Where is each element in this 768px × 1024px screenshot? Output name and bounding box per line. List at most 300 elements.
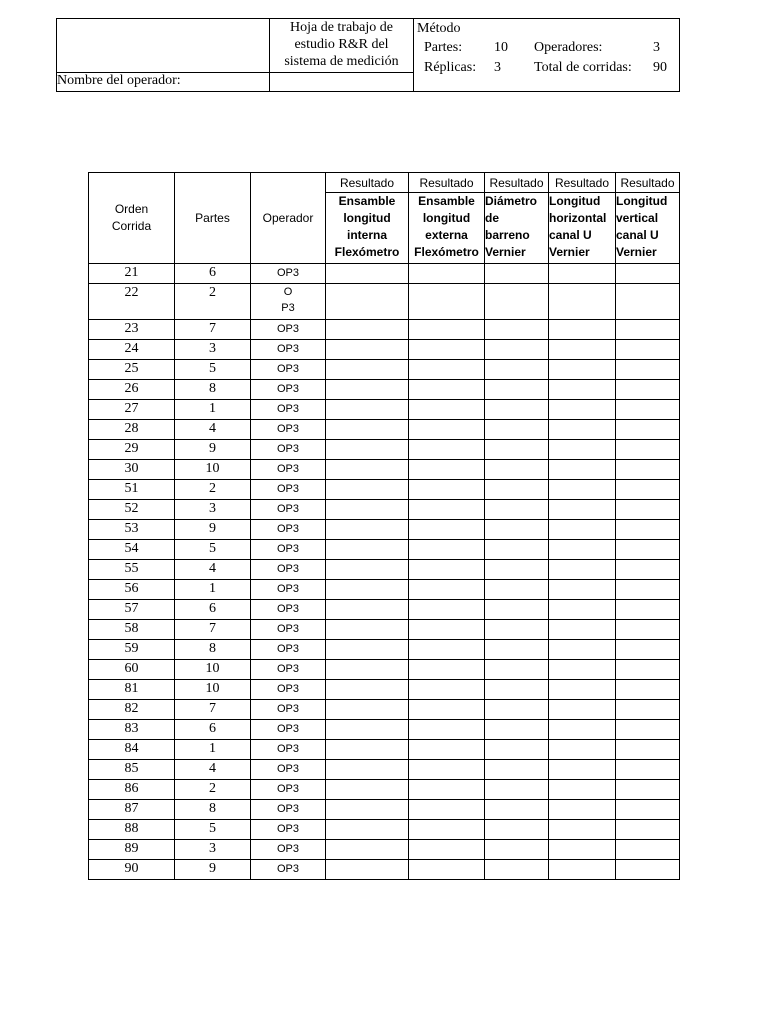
- run-order-cell: 84: [89, 740, 175, 760]
- result-entry-cell[interactable]: [616, 780, 680, 800]
- column-header-run-order: [89, 173, 175, 264]
- result-entry-cell[interactable]: [326, 580, 409, 600]
- result-entry-cell[interactable]: [549, 284, 616, 320]
- result-entry-cell[interactable]: [549, 320, 616, 340]
- result-entry-cell[interactable]: [409, 680, 485, 700]
- total-runs-label: Total de corridas:: [534, 60, 632, 75]
- run-order-cell: 30: [89, 460, 175, 480]
- result-entry-cell[interactable]: [549, 620, 616, 640]
- result-entry-cell[interactable]: [409, 600, 485, 620]
- run-order-cell: 85: [89, 760, 175, 780]
- result-entry-cell[interactable]: [326, 320, 409, 340]
- column-header-parts: Partes: [175, 173, 251, 264]
- operator-cell: OP3: [251, 540, 326, 560]
- run-order-cell: 58: [89, 620, 175, 640]
- table-row: [89, 360, 680, 380]
- part-cell: 10: [175, 460, 251, 480]
- part-cell: 9: [175, 860, 251, 880]
- result-entry-cell[interactable]: [326, 440, 409, 460]
- header-line: longitud: [343, 211, 391, 225]
- result-entry-cell[interactable]: [485, 780, 549, 800]
- part-cell: 5: [175, 360, 251, 380]
- result-entry-cell[interactable]: [616, 340, 680, 360]
- result-entry-cell[interactable]: [326, 340, 409, 360]
- operator-cell: OP3: [251, 380, 326, 400]
- run-order-cell: 22: [89, 284, 175, 320]
- result-entry-cell[interactable]: [409, 840, 485, 860]
- result-entry-cell[interactable]: [549, 800, 616, 820]
- part-cell: 4: [175, 420, 251, 440]
- title-line: Hoja de trabajo de: [289, 20, 393, 35]
- result-entry-cell[interactable]: [326, 540, 409, 560]
- result-entry-cell[interactable]: [616, 620, 680, 640]
- result-entry-cell[interactable]: [485, 840, 549, 860]
- result-entry-cell[interactable]: [409, 740, 485, 760]
- result-entry-cell[interactable]: [326, 700, 409, 720]
- operator-cell: OP3: [251, 560, 326, 580]
- result-entry-cell[interactable]: [549, 360, 616, 380]
- result-entry-cell[interactable]: [326, 720, 409, 740]
- result-entry-cell[interactable]: [549, 720, 616, 740]
- result-entry-cell[interactable]: [485, 720, 549, 740]
- part-cell: 4: [175, 760, 251, 780]
- result-entry-cell[interactable]: [616, 264, 680, 284]
- result-entry-cell[interactable]: [485, 400, 549, 420]
- result-entry-cell[interactable]: [485, 460, 549, 480]
- operator-cell: OP3: [251, 264, 326, 284]
- part-cell: 7: [175, 700, 251, 720]
- run-order-cell: 57: [89, 600, 175, 620]
- result-entry-cell[interactable]: [326, 380, 409, 400]
- result-entry-cell[interactable]: [616, 860, 680, 880]
- table-row: [89, 320, 680, 340]
- table-row: [89, 284, 680, 320]
- result-entry-cell[interactable]: [409, 640, 485, 660]
- result-entry-cell[interactable]: [549, 264, 616, 284]
- part-cell: 1: [175, 580, 251, 600]
- result-entry-cell[interactable]: [485, 440, 549, 460]
- result-entry-cell[interactable]: [616, 420, 680, 440]
- result-entry-cell[interactable]: [326, 800, 409, 820]
- operator-cell: OP3: [251, 500, 326, 520]
- result-entry-cell[interactable]: [549, 680, 616, 700]
- table-row: [89, 780, 680, 800]
- header-line: Ensamble: [418, 194, 475, 208]
- operator-cell: OP3: [251, 800, 326, 820]
- operator-cell: OP3: [251, 480, 326, 500]
- operator-cell: OP3: [251, 640, 326, 660]
- run-order-cell: 86: [89, 780, 175, 800]
- result-label: Resultado: [409, 173, 485, 193]
- result-entry-cell[interactable]: [409, 400, 485, 420]
- result-entry-cell[interactable]: [326, 284, 409, 320]
- table-row: [89, 740, 680, 760]
- title-line: estudio R&R del: [294, 37, 389, 52]
- result-entry-cell[interactable]: [485, 360, 549, 380]
- result-entry-cell[interactable]: [326, 660, 409, 680]
- result-entry-cell[interactable]: [549, 780, 616, 800]
- result-entry-cell[interactable]: [409, 800, 485, 820]
- table-row: [89, 420, 680, 440]
- result-entry-cell[interactable]: [549, 460, 616, 480]
- result-entry-cell[interactable]: [616, 360, 680, 380]
- operator-cell: OP3: [251, 860, 326, 880]
- result-entry-cell[interactable]: [549, 760, 616, 780]
- result-entry-cell[interactable]: [549, 580, 616, 600]
- part-cell: 8: [175, 640, 251, 660]
- result-entry-cell[interactable]: [485, 520, 549, 540]
- part-cell: 6: [175, 720, 251, 740]
- run-order-cell: 89: [89, 840, 175, 860]
- run-order-cell: 51: [89, 480, 175, 500]
- result-entry-cell[interactable]: [616, 540, 680, 560]
- result-entry-cell[interactable]: [409, 720, 485, 740]
- result-entry-cell[interactable]: [485, 420, 549, 440]
- result-entry-cell[interactable]: [549, 600, 616, 620]
- result-entry-cell[interactable]: [616, 520, 680, 540]
- operator-cell: OP3: [251, 620, 326, 640]
- result-entry-cell[interactable]: [326, 360, 409, 380]
- run-order-cell: 53: [89, 520, 175, 540]
- result-entry-cell[interactable]: [616, 400, 680, 420]
- result-entry-cell[interactable]: [485, 860, 549, 880]
- result-entry-cell[interactable]: [409, 760, 485, 780]
- operators-label: Operadores:: [534, 40, 603, 55]
- part-cell: 3: [175, 840, 251, 860]
- operators-value: 3: [653, 40, 660, 55]
- result-entry-cell[interactable]: [409, 540, 485, 560]
- result-entry-cell[interactable]: [326, 560, 409, 580]
- operator-cell: OP3: [251, 660, 326, 680]
- run-order-cell: 56: [89, 580, 175, 600]
- title-line: sistema de medición: [284, 54, 399, 69]
- run-order-cell: 54: [89, 540, 175, 560]
- result-entry-cell[interactable]: [409, 320, 485, 340]
- result-entry-cell[interactable]: [409, 700, 485, 720]
- operator-cell: OP3: [251, 400, 326, 420]
- header-line: interna: [346, 228, 387, 242]
- result-entry-cell[interactable]: [485, 480, 549, 500]
- run-order-cell: 52: [89, 500, 175, 520]
- result-entry-cell[interactable]: [549, 840, 616, 860]
- result-entry-cell[interactable]: [409, 460, 485, 480]
- operator-cell: OP3: [251, 420, 326, 440]
- part-cell: 3: [175, 340, 251, 360]
- table-row: [89, 600, 680, 620]
- result-entry-cell[interactable]: [616, 640, 680, 660]
- table-row: [89, 820, 680, 840]
- part-cell: 8: [175, 800, 251, 820]
- result-entry-cell[interactable]: [549, 540, 616, 560]
- result-entry-cell[interactable]: [616, 680, 680, 700]
- run-order-cell: 29: [89, 440, 175, 460]
- worksheet-title: [270, 19, 414, 73]
- run-order-cell: 25: [89, 360, 175, 380]
- result-entry-cell[interactable]: [409, 420, 485, 440]
- header-line: de: [485, 211, 500, 225]
- result-entry-cell[interactable]: [485, 800, 549, 820]
- result-entry-cell[interactable]: [485, 380, 549, 400]
- result-entry-cell[interactable]: [549, 380, 616, 400]
- part-cell: 7: [175, 320, 251, 340]
- operator-cell: OP3: [251, 580, 326, 600]
- header-blank-cell: [57, 19, 270, 73]
- operator-cell: OP3: [251, 320, 326, 340]
- result-entry-cell[interactable]: [409, 480, 485, 500]
- result-entry-cell[interactable]: [409, 284, 485, 320]
- run-order-cell: 81: [89, 680, 175, 700]
- result-entry-cell[interactable]: [549, 480, 616, 500]
- result-entry-cell[interactable]: [326, 520, 409, 540]
- part-cell: 1: [175, 740, 251, 760]
- header-line: Diámetro: [485, 194, 538, 208]
- result-entry-cell[interactable]: [485, 540, 549, 560]
- operator-cell: OP3: [251, 820, 326, 840]
- run-order-cell: 55: [89, 560, 175, 580]
- header-line: barreno: [485, 228, 530, 242]
- part-cell: 3: [175, 500, 251, 520]
- result-entry-cell[interactable]: [616, 660, 680, 680]
- result-entry-cell[interactable]: [409, 264, 485, 284]
- result-entry-cell[interactable]: [549, 820, 616, 840]
- run-order-cell: 60: [89, 660, 175, 680]
- table-row: [89, 400, 680, 420]
- run-order-cell: 26: [89, 380, 175, 400]
- header-line: Longitud: [616, 194, 668, 208]
- table-row: [89, 760, 680, 780]
- column-header-result-2: [409, 193, 485, 264]
- result-entry-cell[interactable]: [616, 720, 680, 740]
- operator-cell: OP3: [251, 340, 326, 360]
- operator-cell: OP3: [251, 680, 326, 700]
- result-entry-cell[interactable]: [616, 800, 680, 820]
- result-entry-cell[interactable]: [616, 500, 680, 520]
- header-line: vertical: [616, 211, 659, 225]
- result-entry-cell[interactable]: [409, 380, 485, 400]
- table-row: [89, 520, 680, 540]
- table-row: [89, 840, 680, 860]
- result-entry-cell[interactable]: [409, 820, 485, 840]
- table-row: [89, 860, 680, 880]
- part-cell: 4: [175, 560, 251, 580]
- run-order-cell: 21: [89, 264, 175, 284]
- result-entry-cell[interactable]: [485, 580, 549, 600]
- table-row: [89, 340, 680, 360]
- result-entry-cell[interactable]: [326, 680, 409, 700]
- operator-name-label: Nombre del operador:: [57, 73, 270, 92]
- table-row: [89, 500, 680, 520]
- parts-label: Partes:: [424, 40, 463, 55]
- result-entry-cell[interactable]: [549, 500, 616, 520]
- column-header-result-4: [549, 193, 616, 264]
- runs-table-body: [89, 264, 680, 880]
- part-cell: 10: [175, 680, 251, 700]
- result-entry-cell[interactable]: [409, 360, 485, 380]
- header-line: Orden: [114, 202, 149, 216]
- result-entry-cell[interactable]: [485, 660, 549, 680]
- table-row: [89, 720, 680, 740]
- result-entry-cell[interactable]: [409, 580, 485, 600]
- result-entry-cell[interactable]: [549, 440, 616, 460]
- column-header-result-1: [326, 193, 409, 264]
- operator-cell: OP3: [251, 780, 326, 800]
- operator-cell: OP3: [251, 440, 326, 460]
- result-entry-cell[interactable]: [409, 520, 485, 540]
- result-entry-cell[interactable]: [616, 440, 680, 460]
- operator-cell: OP3: [251, 720, 326, 740]
- result-entry-cell[interactable]: [485, 600, 549, 620]
- result-entry-cell[interactable]: [409, 660, 485, 680]
- result-entry-cell[interactable]: [549, 740, 616, 760]
- result-entry-cell[interactable]: [549, 520, 616, 540]
- result-entry-cell[interactable]: [409, 860, 485, 880]
- result-entry-cell[interactable]: [409, 340, 485, 360]
- result-entry-cell[interactable]: [616, 320, 680, 340]
- result-entry-cell[interactable]: [485, 264, 549, 284]
- result-entry-cell[interactable]: [616, 284, 680, 320]
- result-entry-cell[interactable]: [485, 620, 549, 640]
- result-entry-cell[interactable]: [549, 700, 616, 720]
- result-entry-cell[interactable]: [409, 780, 485, 800]
- header-line: externa: [425, 228, 468, 242]
- table-row: [89, 800, 680, 820]
- header-line: Flexómetro: [414, 245, 479, 259]
- result-entry-cell[interactable]: [549, 660, 616, 680]
- part-cell: 5: [175, 540, 251, 560]
- column-header-operator: Operador: [251, 173, 326, 264]
- part-cell: 9: [175, 440, 251, 460]
- result-entry-cell[interactable]: [326, 840, 409, 860]
- table-row: [89, 640, 680, 660]
- operator-cell: OP3: [251, 360, 326, 380]
- table-row: [89, 264, 680, 284]
- run-order-cell: 87: [89, 800, 175, 820]
- result-entry-cell[interactable]: [326, 860, 409, 880]
- result-entry-cell[interactable]: [326, 264, 409, 284]
- header-line: Longitud: [549, 194, 601, 208]
- result-entry-cell[interactable]: [549, 860, 616, 880]
- result-entry-cell[interactable]: [409, 620, 485, 640]
- result-entry-cell[interactable]: [485, 740, 549, 760]
- replicas-value: 3: [494, 60, 501, 75]
- result-entry-cell[interactable]: [485, 284, 549, 320]
- result-entry-cell[interactable]: [485, 680, 549, 700]
- column-header-result-5: [616, 193, 680, 264]
- table-row: [89, 540, 680, 560]
- result-entry-cell[interactable]: [326, 400, 409, 420]
- result-entry-cell[interactable]: [616, 460, 680, 480]
- result-entry-cell[interactable]: [409, 560, 485, 580]
- result-entry-cell[interactable]: [485, 640, 549, 660]
- table-row: [89, 440, 680, 460]
- header-line: Flexómetro: [334, 245, 400, 259]
- result-entry-cell[interactable]: [326, 500, 409, 520]
- result-entry-cell[interactable]: [616, 840, 680, 860]
- result-entry-cell[interactable]: [409, 440, 485, 460]
- result-label: Resultado: [616, 173, 680, 193]
- result-entry-cell[interactable]: [549, 640, 616, 660]
- part-cell: 9: [175, 520, 251, 540]
- result-entry-cell[interactable]: [326, 640, 409, 660]
- run-order-cell: 27: [89, 400, 175, 420]
- result-entry-cell[interactable]: [616, 480, 680, 500]
- method-label: Método: [417, 21, 461, 36]
- result-entry-cell[interactable]: [616, 560, 680, 580]
- operator-name-field[interactable]: [270, 73, 414, 92]
- result-entry-cell[interactable]: [616, 820, 680, 840]
- result-entry-cell[interactable]: [326, 760, 409, 780]
- part-cell: 2: [175, 480, 251, 500]
- parts-value: 10: [494, 40, 508, 55]
- result-entry-cell[interactable]: [485, 500, 549, 520]
- header-line: canal U: [616, 228, 659, 242]
- result-entry-cell[interactable]: [409, 500, 485, 520]
- result-entry-cell[interactable]: [326, 480, 409, 500]
- result-entry-cell[interactable]: [549, 560, 616, 580]
- operator-cell: OP3: [251, 700, 326, 720]
- result-entry-cell[interactable]: [326, 620, 409, 640]
- result-entry-cell[interactable]: [549, 340, 616, 360]
- result-entry-cell[interactable]: [326, 820, 409, 840]
- run-order-cell: 24: [89, 340, 175, 360]
- table-row: [89, 580, 680, 600]
- result-entry-cell[interactable]: [616, 760, 680, 780]
- result-entry-cell[interactable]: [485, 760, 549, 780]
- result-entry-cell[interactable]: [326, 460, 409, 480]
- header-line: Corrida: [111, 219, 152, 233]
- run-order-cell: 90: [89, 860, 175, 880]
- total-runs-value: 90: [653, 60, 667, 75]
- table-row: [89, 480, 680, 500]
- operator-cell: OP3: [251, 760, 326, 780]
- result-entry-cell[interactable]: [485, 320, 549, 340]
- result-entry-cell[interactable]: [485, 560, 549, 580]
- result-entry-cell[interactable]: [326, 420, 409, 440]
- run-order-cell: 59: [89, 640, 175, 660]
- table-row: [89, 560, 680, 580]
- result-entry-cell[interactable]: [616, 380, 680, 400]
- result-entry-cell[interactable]: [616, 600, 680, 620]
- result-entry-cell[interactable]: [485, 700, 549, 720]
- part-cell: 5: [175, 820, 251, 840]
- table-row: [89, 680, 680, 700]
- result-entry-cell[interactable]: [549, 400, 616, 420]
- result-entry-cell[interactable]: [616, 700, 680, 720]
- result-entry-cell[interactable]: [616, 740, 680, 760]
- part-cell: 8: [175, 380, 251, 400]
- part-cell: 2: [175, 284, 251, 320]
- operator-cell: OP3: [251, 840, 326, 860]
- result-entry-cell[interactable]: [326, 740, 409, 760]
- result-entry-cell[interactable]: [326, 780, 409, 800]
- run-order-cell: 82: [89, 700, 175, 720]
- table-row: [89, 700, 680, 720]
- operator-cell: OP3: [251, 520, 326, 540]
- part-cell: 6: [175, 600, 251, 620]
- table-row: [89, 620, 680, 640]
- result-entry-cell[interactable]: [485, 820, 549, 840]
- result-entry-cell[interactable]: [616, 580, 680, 600]
- run-order-cell: 83: [89, 720, 175, 740]
- result-entry-cell[interactable]: [326, 600, 409, 620]
- part-cell: 1: [175, 400, 251, 420]
- result-entry-cell[interactable]: [485, 340, 549, 360]
- result-label: Resultado: [326, 173, 409, 193]
- table-row: [89, 460, 680, 480]
- part-cell: 10: [175, 660, 251, 680]
- result-entry-cell[interactable]: [549, 420, 616, 440]
- header-line: longitud: [422, 211, 471, 225]
